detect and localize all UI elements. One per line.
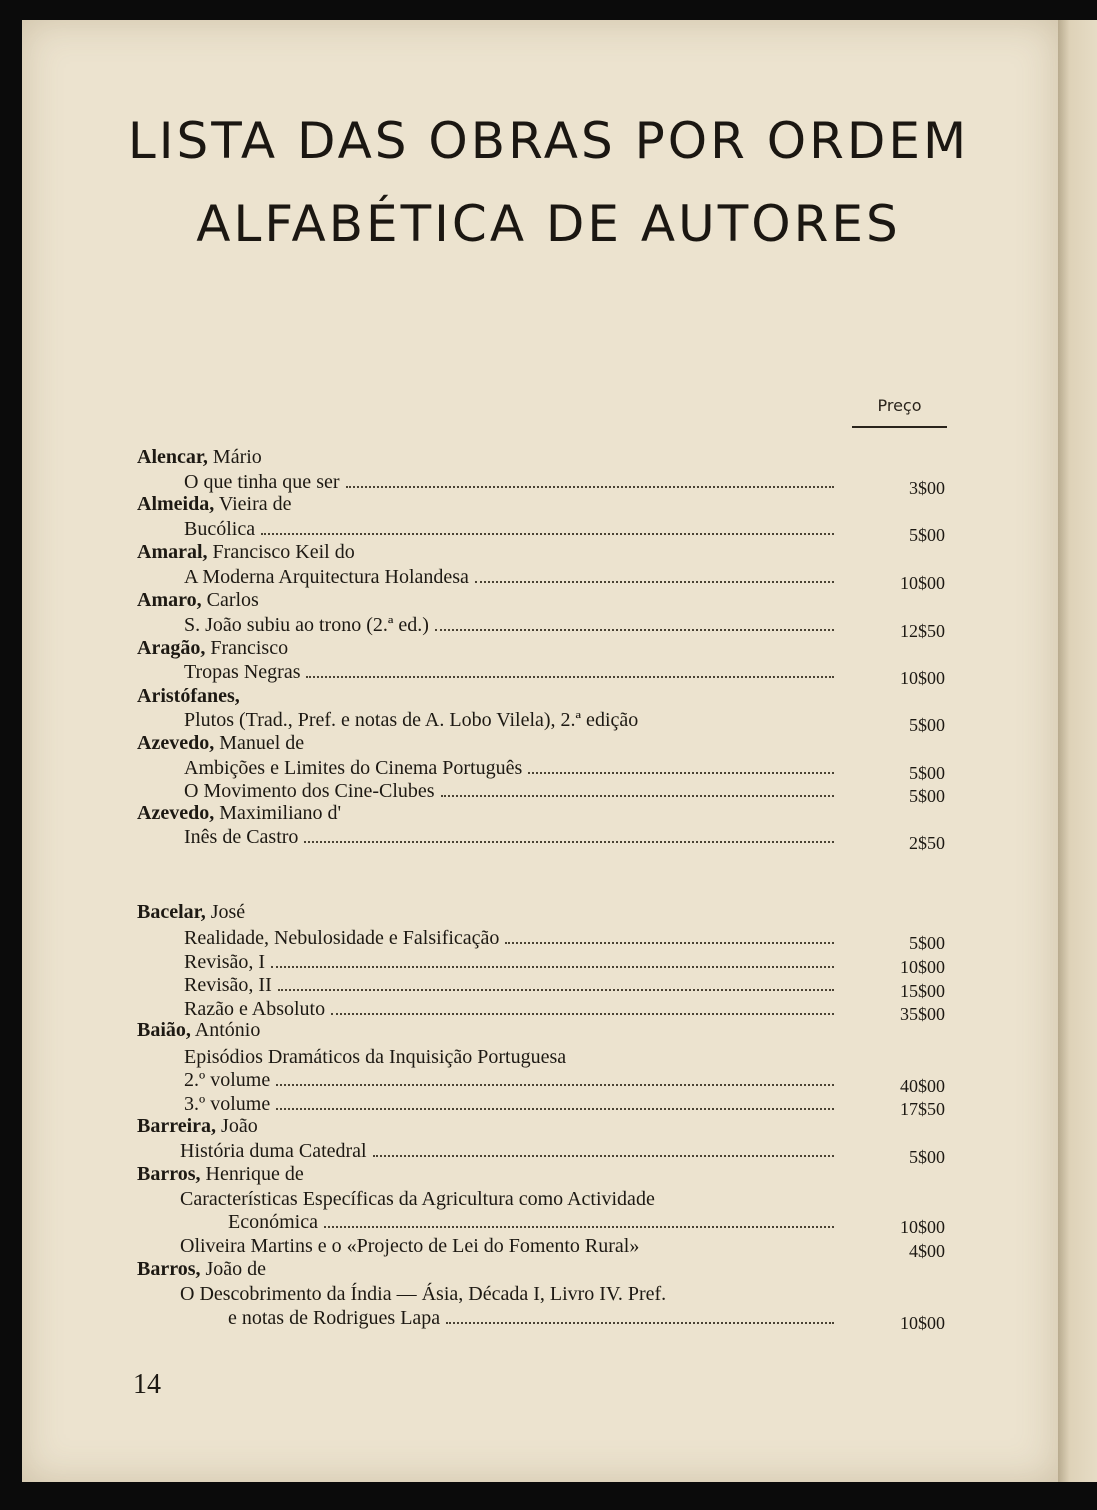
book-price: 12$50 xyxy=(900,621,945,641)
book-price: 15$00 xyxy=(900,981,945,1001)
page-title-line-1: LISTA DAS OBRAS POR ORDEM xyxy=(127,112,970,170)
author-given-name: António xyxy=(190,1019,261,1041)
author-heading xyxy=(137,492,292,516)
book-title: Realidade, Nebulosidade e Falsificação xyxy=(184,927,500,949)
book-title-row xyxy=(184,660,836,684)
book-title: Plutos (Trad., Pref. e notas de A. Lobo Vilela), 2.ª edição xyxy=(184,709,639,731)
book-price: 17$50 xyxy=(900,1099,945,1119)
author-given-name: Mário xyxy=(207,446,262,468)
book-title-row xyxy=(228,1306,836,1330)
author-heading xyxy=(137,588,259,612)
book-title: O Descobrimento da Índia — Ásia, Década I, Livro IV. Pref. xyxy=(180,1283,667,1305)
book-title-row xyxy=(180,1234,639,1258)
book-title-row xyxy=(184,1045,566,1069)
author-surname: Azevedo, xyxy=(137,802,215,824)
author-heading xyxy=(137,445,262,469)
book-title: Revisão, I xyxy=(184,951,266,973)
book-price: 4$00 xyxy=(909,1241,945,1261)
author-surname: Baião, xyxy=(137,1019,191,1041)
author-given-name: Henrique de xyxy=(200,1163,304,1185)
book-title-row xyxy=(184,997,836,1021)
dot-leader xyxy=(475,567,834,583)
book-price: 5$00 xyxy=(909,525,945,545)
book-title: Económica xyxy=(228,1211,318,1233)
author-surname: Azevedo, xyxy=(137,732,215,754)
dot-leader xyxy=(446,1308,834,1324)
dot-leader xyxy=(441,781,834,797)
book-price: 5$00 xyxy=(909,1147,945,1167)
book-price: 5$00 xyxy=(909,933,945,953)
author-heading xyxy=(137,1018,260,1042)
author-heading xyxy=(137,540,355,564)
author-heading xyxy=(137,1114,258,1138)
author-surname: Almeida, xyxy=(137,493,215,515)
book-price: 3$00 xyxy=(909,478,945,498)
book-title: 2.º volume xyxy=(184,1069,271,1091)
book-price: 10$00 xyxy=(900,1217,945,1237)
book-title-row xyxy=(184,565,836,589)
book-title: Episódios Dramáticos da Inquisição Portuguesa xyxy=(184,1046,567,1068)
author-heading xyxy=(137,801,341,825)
book-title-row xyxy=(184,708,844,732)
dot-leader xyxy=(276,1070,834,1086)
page-number: 14 xyxy=(133,1369,161,1400)
author-given-name: Francisco xyxy=(205,637,289,659)
book-title: História duma Catedral xyxy=(180,1140,367,1162)
book-title-row xyxy=(184,756,836,780)
book-title: Revisão, II xyxy=(184,974,272,996)
author-given-name: Carlos xyxy=(201,589,259,611)
book-price: 35$00 xyxy=(900,1004,945,1024)
book-title: Tropas Negras xyxy=(184,661,301,683)
price-column-header: Preço xyxy=(877,396,922,415)
author-heading xyxy=(137,731,304,755)
book-title-row xyxy=(184,613,836,637)
dot-leader xyxy=(528,758,834,774)
dot-leader xyxy=(304,827,834,843)
author-given-name: João de xyxy=(200,1258,267,1280)
dot-leader xyxy=(324,1212,834,1228)
book-price: 10$00 xyxy=(900,957,945,977)
page-title-line-2: ALFABÉTICA DE AUTORES xyxy=(196,195,901,253)
author-given-name: Francisco Keil do xyxy=(207,541,355,563)
book-price: 5$00 xyxy=(909,715,945,735)
author-surname: Barros, xyxy=(137,1163,201,1185)
book-title-row xyxy=(180,1139,836,1163)
dot-leader xyxy=(306,662,834,678)
book-title: Oliveira Martins e o «Projecto de Lei do Fomento Rural» xyxy=(180,1235,640,1257)
author-surname: Bacelar, xyxy=(137,901,206,923)
author-heading xyxy=(137,900,245,924)
dot-leader xyxy=(346,472,834,488)
book-title-row xyxy=(184,517,836,541)
book-title: Ambições e Limites do Cinema Português xyxy=(184,757,523,779)
book-title-row xyxy=(184,1068,836,1092)
author-surname: Barreira, xyxy=(137,1115,217,1137)
book-title-row xyxy=(184,470,836,494)
book-price: 5$00 xyxy=(909,763,945,783)
dot-leader xyxy=(373,1141,834,1157)
book-title: O Movimento dos Cine-Clubes xyxy=(184,780,435,802)
price-header-rule xyxy=(852,426,947,428)
book-price: 10$00 xyxy=(900,668,945,688)
book-title: O que tinha que ser xyxy=(184,471,340,493)
author-surname: Barros, xyxy=(137,1258,201,1280)
author-surname: Amaro, xyxy=(137,589,202,611)
book-title-row xyxy=(180,1187,655,1211)
author-surname: Aristófanes, xyxy=(137,685,240,707)
author-surname: Alencar, xyxy=(137,446,208,468)
book-title-row xyxy=(184,926,836,950)
dot-leader xyxy=(271,952,834,968)
book-title: Bucólica xyxy=(184,518,256,540)
author-heading xyxy=(137,1162,304,1186)
book-title: A Moderna Arquitectura Holandesa xyxy=(184,566,469,588)
book-title: Inês de Castro xyxy=(184,826,299,848)
author-given-name: José xyxy=(205,901,246,923)
book-price: 10$00 xyxy=(900,573,945,593)
book-title-row xyxy=(228,1210,836,1234)
book-title: Características Específicas da Agricultura como Actividade xyxy=(180,1188,655,1210)
book-title-row xyxy=(184,779,836,803)
dot-leader xyxy=(278,975,834,991)
book-price: 2$50 xyxy=(909,833,945,853)
book-title: 3.º volume xyxy=(184,1093,271,1115)
book-title-row xyxy=(184,973,836,997)
author-given-name: João xyxy=(216,1115,258,1137)
book-price: 40$00 xyxy=(900,1076,945,1096)
book-price: 10$00 xyxy=(900,1313,945,1333)
author-surname: Aragão, xyxy=(137,637,206,659)
book-title-row xyxy=(180,1282,666,1306)
author-given-name: Maximiliano d' xyxy=(214,802,342,824)
author-surname: Amaral, xyxy=(137,541,208,563)
book-title: Razão e Absoluto xyxy=(184,998,326,1020)
book-title-row xyxy=(184,825,836,849)
author-heading xyxy=(137,1257,266,1281)
book-price: 5$00 xyxy=(909,786,945,806)
author-given-name: Vieira de xyxy=(214,493,292,515)
author-heading xyxy=(137,636,288,660)
dot-leader xyxy=(435,615,834,631)
book-title: S. João subiu ao trono (2.ª ed.) xyxy=(184,614,429,636)
book-title-row xyxy=(184,1092,836,1116)
book-title-row xyxy=(184,950,836,974)
dot-leader xyxy=(276,1094,834,1110)
book-title: e notas de Rodrigues Lapa xyxy=(228,1307,441,1329)
author-given-name: Manuel de xyxy=(214,732,305,754)
dot-leader xyxy=(505,928,834,944)
author-heading xyxy=(137,684,240,708)
dot-leader xyxy=(261,519,834,535)
dot-leader xyxy=(331,999,834,1015)
